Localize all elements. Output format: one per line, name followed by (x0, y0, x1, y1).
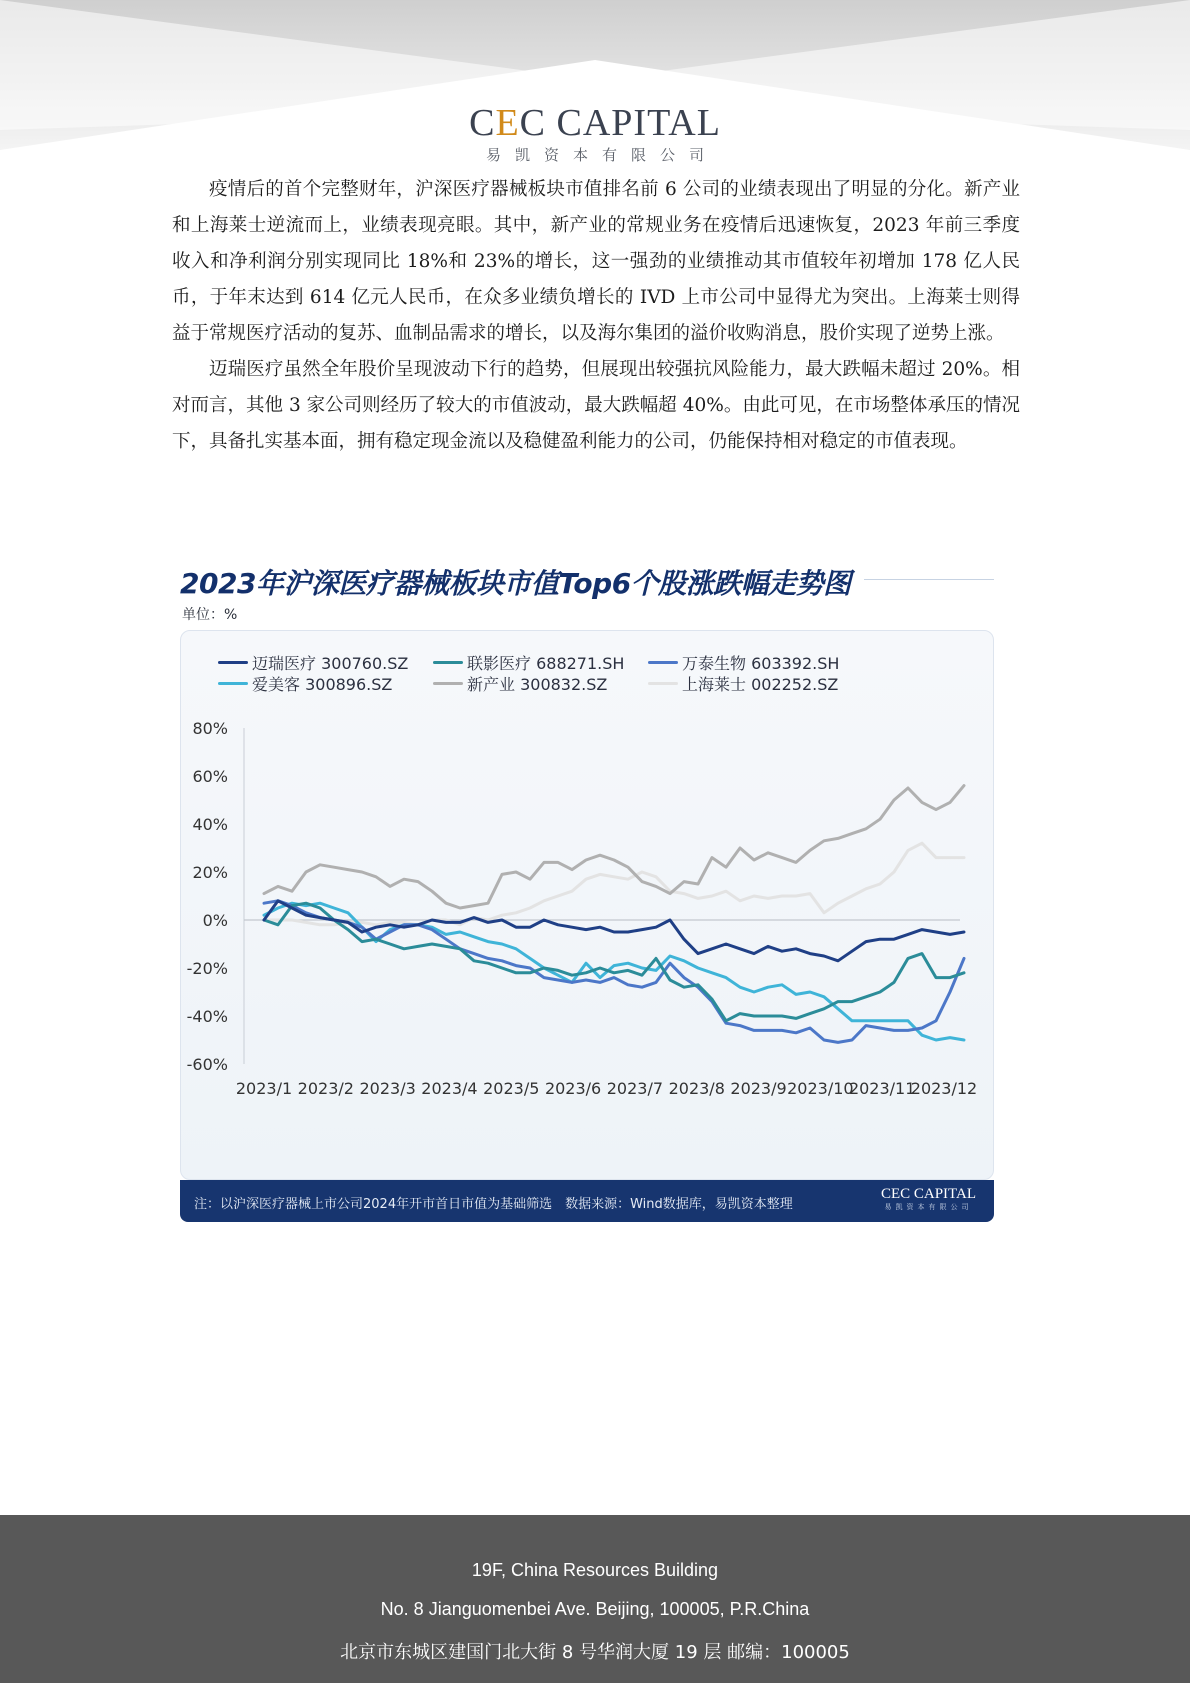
page-footer (0, 1515, 1190, 1683)
series-line (264, 786, 964, 908)
x-tick-label: 2023/3 (359, 1079, 416, 1098)
logo-subtitle: 易凯资本有限公司 (485, 146, 718, 164)
x-tick-label: 2023/2 (297, 1079, 354, 1098)
x-tick-label: 2023/5 (483, 1079, 540, 1098)
title-divider (864, 579, 994, 580)
legend-label: 爱美客 300896.SZ (252, 675, 393, 694)
legend-label: 迈瑞医疗 300760.SZ (252, 654, 409, 673)
y-tick-label: -60% (186, 1055, 228, 1074)
legend-item (433, 652, 648, 673)
x-tick-label: 2023/10 (787, 1079, 854, 1098)
legend-swatch (433, 661, 463, 664)
y-tick-label: 20% (192, 863, 228, 882)
legend-swatch (218, 682, 248, 685)
y-tick-label: 60% (192, 767, 228, 786)
legend-label: 上海莱士 002252.SZ (682, 675, 839, 694)
y-tick-label: 40% (192, 815, 228, 834)
legend-label: 万泰生物 603392.SH (682, 654, 840, 673)
x-tick-label: 2023/7 (606, 1079, 664, 1098)
chart-title: 2023年沪深医疗器械板块市值Top6个股涨跌幅走势图 (180, 567, 851, 600)
chart-footnote-bar (180, 1180, 994, 1222)
x-tick-label: 2023/11 (848, 1079, 916, 1098)
legend-label: 联影医疗 688271.SH (467, 654, 625, 673)
footer-address-line2: No. 8 Jianguomenbei Ave. Beijing, 100005, P.R.China (380, 1599, 810, 1619)
legend-item (648, 673, 908, 694)
x-tick-label: 2023/1 (235, 1079, 293, 1098)
y-tick-label: -40% (186, 1007, 228, 1026)
chart-unit: 单位：% (182, 607, 238, 623)
paragraph: 疫情后的首个完整财年，沪深医疗器械板块市值排名前 6 公司的业绩表现出了明显的分化。新产业和上海莱士逆流而上，业绩表现亮眼。其中，新产业的常规业务在疫情后迅速恢复，2023 年前三季度收入和净利润分别实现同比 18%和 23%的增长，这一强劲的业绩推动其市值较年初增加 178 亿人民币，于年末达到 614 亿元人民币，在众多业绩负增长的 IVD 上市公司中显得尤为突出。上海莱士则得益于常规医疗活动的复苏、血制品需求的增长，以及海尔集团的溢价收购消息，股价实现了逆势上涨。 (172, 179, 1020, 344)
legend-swatch (648, 661, 678, 664)
article-body (172, 172, 1020, 460)
x-tick-label: 2023/6 (544, 1079, 602, 1098)
legend-swatch (648, 682, 678, 685)
company-logo: CEC CAPITAL 易凯资本有限公司 (0, 104, 1190, 165)
chart-legend (218, 652, 938, 694)
legend-label: 新产业 300832.SZ (467, 675, 608, 694)
legend-swatch (433, 682, 463, 685)
footer-address-line3: 北京市东城区建国门北大街 8 号华润大厦 19 层 邮编：100005 (340, 1642, 850, 1663)
footer-address-line1: 19F, China Resources Building (471, 1560, 719, 1580)
x-tick-label: 2023/8 (668, 1079, 725, 1098)
legend-swatch (218, 661, 248, 664)
legend-item (433, 673, 648, 694)
line-chart (180, 700, 994, 1170)
series-line (264, 843, 964, 925)
x-tick-label: 2023/4 (421, 1079, 478, 1098)
chart-footnote: 注：以沪深医疗器械上市公司2024年开市首日市值为基础筛选 数据来源：Wind数据库，易凯资本整理 (194, 1197, 793, 1212)
y-tick-label: -20% (186, 959, 228, 978)
legend-item (218, 673, 433, 694)
legend-item (648, 652, 908, 673)
x-tick-label: 2023/9 (730, 1079, 787, 1098)
paragraph: 迈瑞医疗虽然全年股价呈现波动下行的趋势，但展现出较强抗风险能力，最大跌幅未超过 20%。相对而言，其他 3 家公司则经历了较大的市值波动，最大跌幅超 40%。由此可见，在市场整体承压的情况下，具备扎实基本面，拥有稳定现金流以及稳健盈利能力的公司，仍能保持相对稳定的市值表现。 (172, 359, 1020, 452)
x-tick-label: 2023/12 (910, 1079, 978, 1098)
series-line (264, 903, 964, 1021)
y-tick-label: 0% (202, 911, 228, 930)
series-line (264, 901, 964, 961)
y-tick-label: 80% (192, 719, 228, 738)
legend-item (218, 652, 433, 673)
footnote-logo: CEC CAPITAL 易凯资本有限公司 (880, 1186, 976, 1211)
